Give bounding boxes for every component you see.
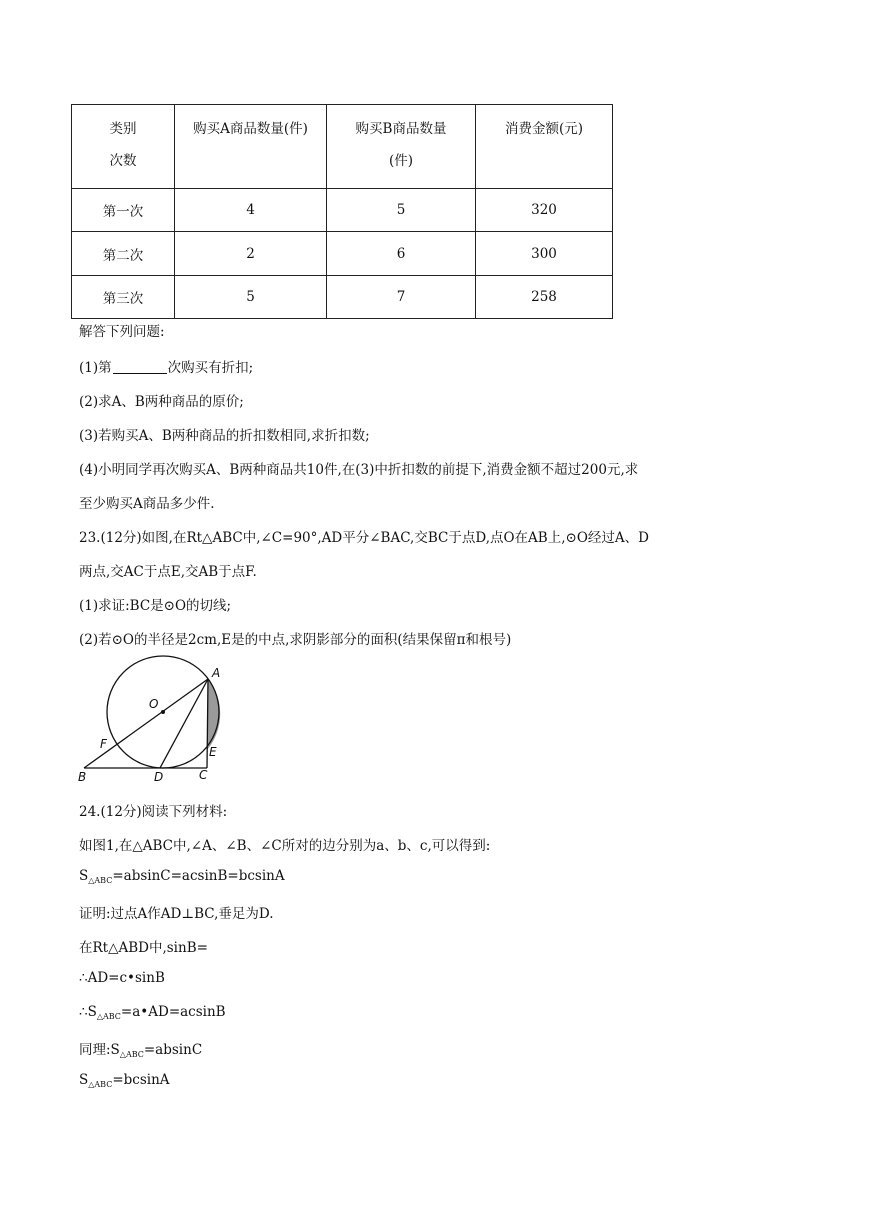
- row-b-qty: 7: [327, 276, 476, 319]
- label-c: C: [199, 768, 208, 782]
- q22-intro: 解答下列问题:: [79, 324, 165, 340]
- q22-part1: [79, 356, 253, 376]
- row-label: 第三次: [72, 276, 175, 319]
- table-row: [72, 232, 613, 276]
- line-ba: [84, 679, 208, 768]
- proof4-rest: =a•AD=acsinB: [120, 1004, 226, 1020]
- purchase-table: [71, 104, 613, 319]
- row-a-qty: 4: [175, 189, 327, 232]
- label-d: D: [154, 770, 164, 784]
- area-subscript: △ABC: [96, 1012, 121, 1021]
- header-b-qty-bottom: (件): [388, 153, 414, 169]
- proof5-rest: =absinC: [143, 1042, 203, 1058]
- q23-line1: 23.(12分)如图,在Rt△ABC中,∠C=90°,AD平分∠BAC,交BC于点D,点O在AB上,⊙O经过A、D: [79, 530, 649, 546]
- label-e: E: [209, 745, 217, 759]
- formula1-rest: =absinC=acsinB=bcsinA: [112, 868, 285, 884]
- q24-formula1: [79, 868, 285, 885]
- row-label: 第一次: [72, 189, 175, 232]
- proof5-prefix: 同理:S: [79, 1042, 120, 1058]
- label-f: F: [100, 737, 107, 751]
- q23-part1: (1)求证:BC是⊙O的切线;: [79, 598, 232, 614]
- area-s: S: [79, 1072, 89, 1088]
- table-row: [72, 189, 613, 232]
- q24-proof5: [79, 1038, 202, 1059]
- header-b-qty: [327, 105, 476, 189]
- area-subscript: △ABC: [88, 876, 113, 885]
- q23-part2: (2)若⊙O的半径是2cm,E是的中点,求阴影部分的面积(结果保留π和根号): [79, 632, 512, 648]
- answer-blank: [113, 359, 167, 374]
- label-o: O: [149, 697, 159, 711]
- table-header-row: [72, 105, 613, 189]
- line-ad: [160, 679, 208, 768]
- header-a-qty-text: 购买A商品数量(件): [193, 121, 308, 137]
- row-amount: 258: [476, 276, 613, 319]
- row-b-qty: 6: [327, 232, 476, 276]
- header-category: 类别: [109, 121, 137, 137]
- q22-part4-line2: 至少购买A商品多少件.: [79, 496, 215, 512]
- header-category-count: [72, 105, 175, 189]
- q24-line2: 如图1,在△ABC中,∠A、∠B、∠C所对的边分别为a、b、c,可以得到:: [79, 838, 491, 854]
- q22-part1-before: (1)第: [79, 360, 112, 376]
- area-subscript: △ABC: [119, 1050, 144, 1059]
- table-row: [72, 276, 613, 319]
- row-label: 第二次: [72, 232, 175, 276]
- line-ac: [207, 679, 208, 768]
- area-s: S: [79, 868, 89, 884]
- q24-proof2: 在Rt△ABD中,sinB=: [79, 940, 208, 956]
- label-b: B: [78, 770, 87, 784]
- q22-part1-after: 次购买有折扣;: [167, 360, 254, 376]
- row-b-qty: 5: [327, 189, 476, 232]
- area-subscript: △ABC: [88, 1080, 113, 1089]
- header-b-qty-top: 购买B商品数量: [355, 121, 447, 137]
- q22-part3: (3)若购买A、B两种商品的折扣数相同,求折扣数;: [79, 428, 370, 444]
- q24-line1: 24.(12分)阅读下列材料:: [79, 804, 228, 820]
- header-a-qty: [175, 105, 327, 189]
- q24-proof6: [79, 1072, 170, 1089]
- row-amount: 320: [476, 189, 613, 232]
- header-amount-text: 消费金额(元): [504, 121, 584, 137]
- row-amount: 300: [476, 232, 613, 276]
- proof6-rest: =bcsinA: [112, 1072, 170, 1088]
- q24-proof1: 证明:过点A作AD⊥BC,垂足为D.: [79, 906, 274, 922]
- center-point: [161, 710, 165, 714]
- geometry-figure: [75, 652, 235, 788]
- label-a: A: [212, 666, 221, 680]
- row-a-qty: 2: [175, 232, 327, 276]
- shaded-region: [207, 679, 220, 750]
- q22-part4-line1: (4)小明同学再次购买A、B两种商品共10件,在(3)中折扣数的前提下,消费金额不超过200元,求: [79, 462, 639, 478]
- q24-proof4: [79, 1004, 226, 1021]
- q23-line2: 两点,交AC于点E,交AB于点F.: [79, 564, 257, 580]
- proof4-prefix: ∴S: [79, 1004, 97, 1020]
- row-a-qty: 5: [175, 276, 327, 319]
- q24-proof3: ∴AD=c•sinB: [79, 970, 165, 986]
- header-amount: [476, 105, 613, 189]
- header-count: 次数: [109, 153, 137, 169]
- q22-part2: (2)求A、B两种商品的原价;: [79, 394, 244, 410]
